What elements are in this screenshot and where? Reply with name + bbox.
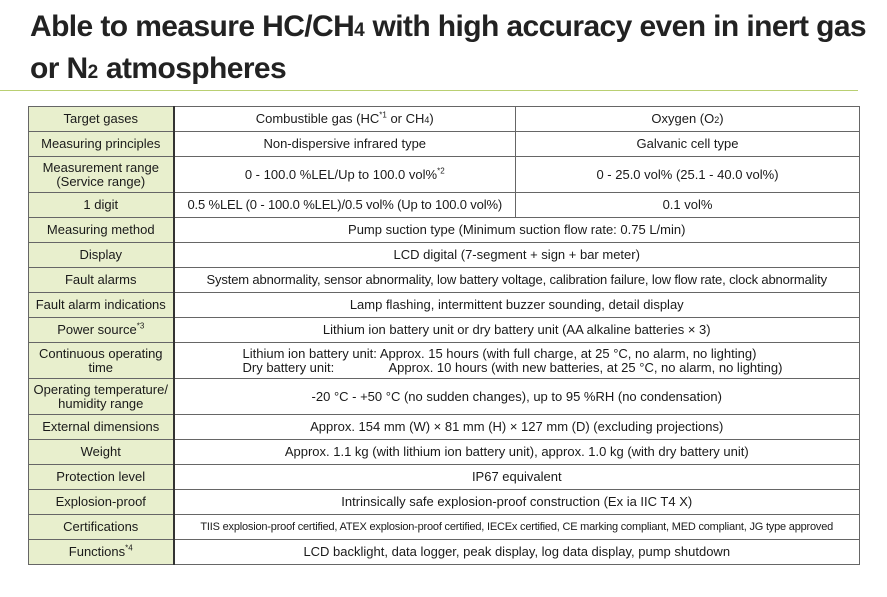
text: Combustible gas (HC	[255, 110, 380, 126]
title-divider	[0, 90, 858, 91]
row-operating-temperature	[29, 379, 860, 415]
battery-value: Approx. 10 hours (with new batteries, at 25 °C, no alarm, no lighting)	[388, 359, 783, 375]
row-one-digit	[29, 193, 860, 218]
row-label: Fault alarm indications	[29, 293, 174, 318]
operating-time-value	[174, 343, 860, 379]
title-subscript-4: 4	[354, 20, 365, 41]
row-label	[29, 343, 174, 379]
text: )	[429, 110, 434, 126]
title-text-3: atmospheres	[98, 52, 287, 85]
text: Oxygen (O	[651, 110, 715, 126]
row-external-dimensions	[29, 415, 860, 440]
row-label: Weight	[29, 440, 174, 465]
digit-combustible: 0.5 %LEL (0 - 100.0 %LEL)/0.5 vol% (Up to 100.0 vol%)	[174, 193, 516, 218]
footnote-mark: *1	[379, 110, 387, 120]
row-display	[29, 243, 860, 268]
label-line: Operating temperature/	[33, 381, 168, 397]
label-line: Measurement range	[42, 159, 159, 175]
row-label	[29, 318, 174, 343]
row-label: Measuring principles	[29, 132, 174, 157]
row-label: Protection level	[29, 465, 174, 490]
subscript: 4	[424, 114, 430, 125]
row-weight	[29, 440, 860, 465]
row-continuous-operating-time	[29, 343, 860, 379]
dimensions-value: Approx. 154 mm (W) × 81 mm (H) × 127 mm (D) (excluding projections)	[174, 415, 860, 440]
range-combustible	[174, 157, 516, 193]
row-label: Target gases	[29, 107, 174, 132]
title-text-2: with high accuracy even in inert gas or N	[30, 10, 867, 85]
label-line: Continuous operating	[38, 345, 163, 361]
explosion-proof-value: Intrinsically safe explosion-proof construction (Ex ia IIC T4 X)	[174, 490, 860, 515]
row-fault-alarms	[29, 268, 860, 293]
digit-oxygen: 0.1 vol%	[516, 193, 860, 218]
operating-time-line	[177, 347, 858, 361]
row-certifications	[29, 515, 860, 540]
row-label: Display	[29, 243, 174, 268]
temperature-value: -20 °C - +50 °C (no sudden changes), up to 95 %RH (no condensation)	[174, 379, 860, 415]
title-text-1: Able to measure HC/CH	[30, 10, 355, 43]
text: Power source	[57, 322, 137, 337]
principle-combustible: Non-dispersive infrared type	[174, 132, 516, 157]
text: or CH	[386, 110, 425, 126]
text: Functions	[68, 544, 126, 559]
row-measurement-range	[29, 157, 860, 193]
row-protection-level	[29, 465, 860, 490]
battery-value: Approx. 15 hours (with full charge, at 25 °C, no alarm, no lighting)	[379, 345, 757, 361]
measuring-method-value: Pump suction type (Minimum suction flow rate: 0.75 L/min)	[174, 218, 860, 243]
row-functions	[29, 540, 860, 565]
row-fault-alarm-indications	[29, 293, 860, 318]
range-oxygen: 0 - 25.0 vol% (25.1 - 40.0 vol%)	[516, 157, 860, 193]
spec-table	[28, 106, 860, 565]
power-source-value: Lithium ion battery unit or dry battery unit (AA alkaline batteries × 3)	[174, 318, 860, 343]
row-label	[29, 157, 174, 193]
text: 0 - 100.0 %LEL/Up to 100.0 vol%	[244, 166, 438, 182]
battery-name: Lithium ion battery unit:	[242, 345, 377, 361]
label-line: humidity range	[58, 395, 144, 411]
page-title	[30, 8, 880, 92]
row-label: Measuring method	[29, 218, 174, 243]
row-measuring-principles	[29, 132, 860, 157]
row-label: 1 digit	[29, 193, 174, 218]
row-label	[29, 379, 174, 415]
row-label: External dimensions	[29, 415, 174, 440]
row-target-gases	[29, 107, 860, 132]
subscript: 2	[714, 114, 720, 125]
footnote-mark: *4	[125, 543, 133, 553]
row-label	[29, 540, 174, 565]
fault-alarms-value: System abnormality, sensor abnormality, low battery voltage, calibration failure, low flow rate, clock abnormality	[174, 268, 860, 293]
row-label: Certifications	[29, 515, 174, 540]
operating-time-line	[177, 361, 858, 375]
row-label: Fault alarms	[29, 268, 174, 293]
battery-name: Dry battery unit:	[242, 359, 335, 375]
label-line: time	[88, 359, 114, 375]
row-label: Explosion-proof	[29, 490, 174, 515]
fault-indications-value: Lamp flashing, intermittent buzzer sounding, detail display	[174, 293, 860, 318]
text: )	[719, 110, 724, 126]
footnote-mark: *2	[437, 166, 445, 176]
target-gases-combustible	[174, 107, 516, 132]
functions-value: LCD backlight, data logger, peak display, log data display, pump shutdown	[174, 540, 860, 565]
row-measuring-method	[29, 218, 860, 243]
target-gases-oxygen	[516, 107, 860, 132]
certifications-value: TIIS explosion-proof certified, ATEX explosion-proof certified, IECEx certified, CE marking compliant, MED compliant, JG type approved	[174, 515, 860, 540]
principle-oxygen: Galvanic cell type	[516, 132, 860, 157]
display-value: LCD digital (7-segment + sign + bar meter)	[174, 243, 860, 268]
footnote-mark: *3	[136, 321, 145, 331]
row-explosion-proof	[29, 490, 860, 515]
weight-value: Approx. 1.1 kg (with lithium ion battery unit), approx. 1.0 kg (with dry battery unit)	[174, 440, 860, 465]
label-line: (Service range)	[56, 173, 146, 189]
row-power-source	[29, 318, 860, 343]
protection-value: IP67 equivalent	[174, 465, 860, 490]
title-subscript-2: 2	[87, 62, 99, 83]
